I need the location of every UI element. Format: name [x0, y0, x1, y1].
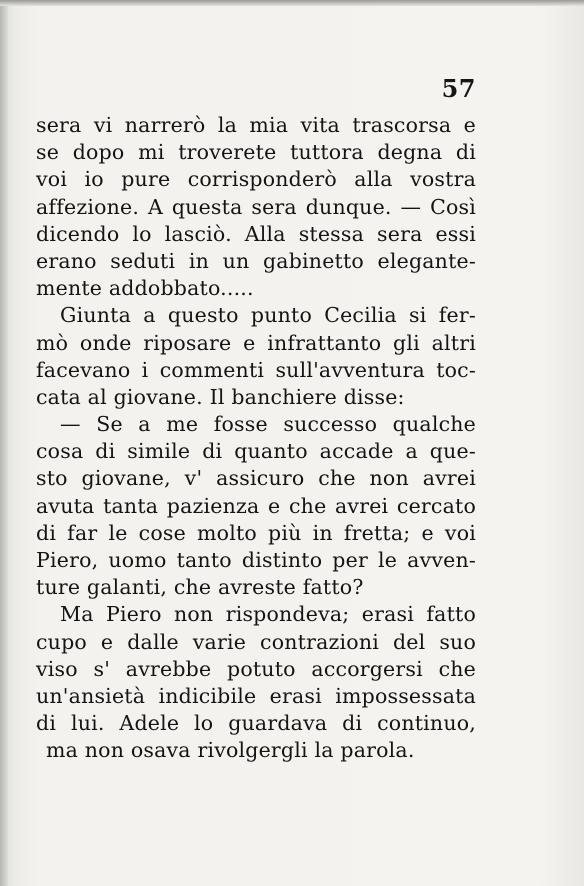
text-line: cupo e dalle varie contrazioni del suo: [36, 629, 476, 654]
body-text: [36, 112, 476, 765]
text-line: affezione. A questa sera dunque. — Così: [36, 194, 476, 219]
page-top-edge-shadow: [0, 0, 584, 6]
text-line: cosa di simile di quanto accade a que-: [36, 439, 476, 464]
text-line: dicendo lo lasciò. Alla stessa sera essi: [36, 221, 476, 246]
text-line: sera vi narrerò la mia vita trascorsa e: [36, 113, 476, 137]
text-line: erano seduti in un gabinetto elegante-: [36, 248, 476, 273]
text-line: — Se a me fosse successo qualche: [60, 412, 476, 437]
text-line: un'ansietà indicibile erasi impossessata: [36, 683, 476, 708]
text-line: sto giovane, v' assicuro che non avrei: [36, 466, 476, 491]
text-line: di far le cose molto più in fretta; e voi: [36, 520, 476, 545]
page-number: 57: [441, 74, 476, 103]
text-line: ture galanti, che avreste fatto?: [36, 575, 364, 600]
text-line: mente addobbato.....: [36, 276, 254, 301]
page-left-edge-shadow: [0, 0, 8, 886]
text-line: di lui. Adele lo guardava di continuo,: [36, 711, 476, 736]
text-line: Ma Piero non rispondeva; erasi fatto: [60, 602, 476, 627]
text-line: Giunta a questo punto Cecilia si fer-: [60, 303, 476, 328]
text-line: facevano i commenti sull'avventura toc-: [36, 357, 476, 382]
text-line: se dopo mi troverete tuttora degna di: [36, 140, 476, 165]
text-line: Piero, uomo tanto distinto per le avven-: [36, 548, 476, 572]
text-line: cata al giovane. Il banchiere disse:: [36, 384, 405, 409]
text-line: ma non osava rivolgergli la parola.: [46, 738, 415, 763]
text-line: viso s' avrebbe potuto accorgersi che: [36, 656, 476, 681]
text-line: avuta tanta pazienza e che avrei cercato: [36, 493, 476, 518]
text-line: voi io pure corrisponderò alla vostra: [36, 167, 476, 192]
text-line: mò onde riposare e infrattanto gli altri: [36, 330, 476, 355]
